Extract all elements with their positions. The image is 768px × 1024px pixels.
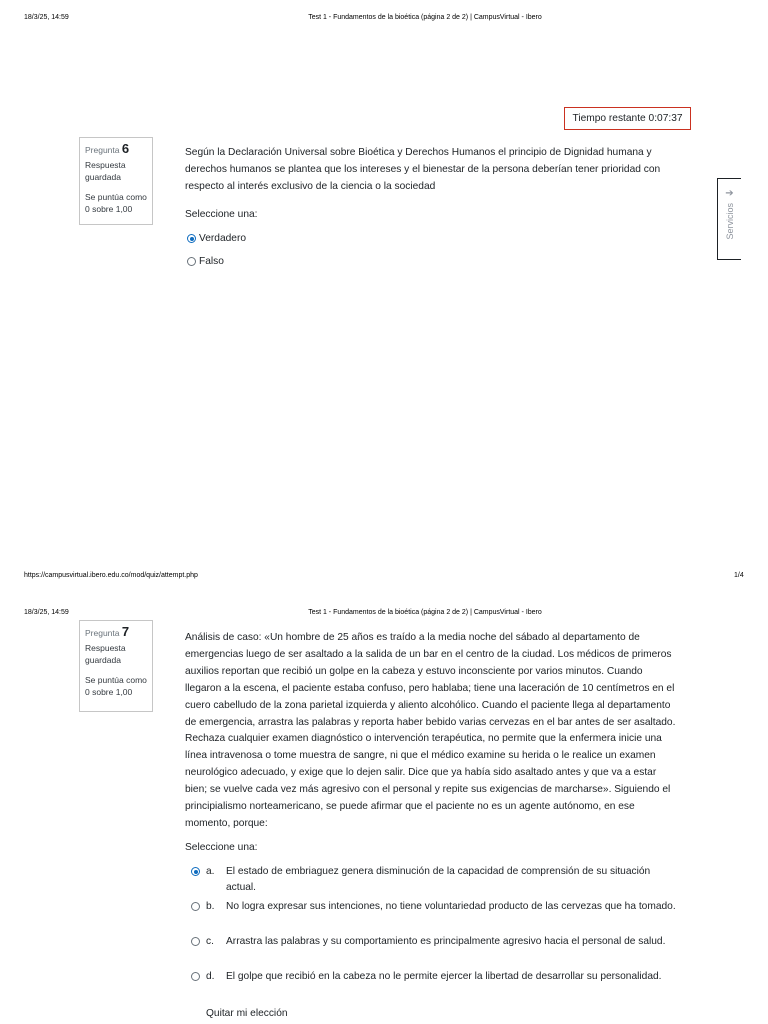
select-prompt-7: Seleccione una:: [185, 842, 258, 853]
answer-option-label: El estado de embriaguez genera disminución de la capacidad de comprensión de su situación actual.: [226, 866, 651, 893]
radio-button[interactable]: [191, 937, 200, 946]
services-drawer-toggle[interactable]: [717, 178, 741, 260]
option-letter: b.: [206, 901, 215, 912]
question-text-6: Según la Declaración Universal sobre Bioética y Derechos Humanos el principio de Dignidad humana y derechos humanos se plantea que los intereses y el bienestar de la persona deberían tener prioridad con respecto al interés exclusivo de la ciencia o la sociedad: [185, 147, 661, 192]
question-info-box-7: [79, 620, 153, 712]
answer-option-label: Falso: [199, 256, 224, 267]
clear-choice-link[interactable]: Quitar mi elección: [206, 1008, 288, 1019]
question-text-7: Análisis de caso: «Un hombre de 25 años es traído a la media noche del sábado al departamento de emergencias luego de ser asaltado a la salida de un bar en el centro de la ciudad. Los médicos de primeros auxilios reportan que recibió un golpe en la cabeza y estuvo inconsciente por varios minutos. Cuando llegaron a la escena, el paciente estaba confuso, pero hablaba; tiene una laceración de 10 centímetros en el cuero cabelludo de la zona parietal izquierda y aliento alcohólico. Cuando el paciente llega al departamento de emergencia, arrastra las palabras y reporta haber bebido varias cervezas en el bar antes de ser asaltado. Rechaza cualquier examen diagnóstico o intervención terapéutica, no permite que la enfermera inicie una línea intravenosa o tome muestra de sangre, ni que el médico examine su herida o le realice un examen neurológico adecuado, y exige que lo dejen salir. Dice que ya había sido asaltado antes y que va a estar bien; se vuelve cada vez más agresivo con el personal y repite sus exigencias de marcharse». Siguiendo el principialismo norteamericano, se puede afirmar que el paciente no es un agente autónomo, en ese momento, porque:: [185, 632, 676, 829]
option-letter: a.: [206, 866, 215, 877]
time-remaining-box: [564, 107, 691, 130]
option-letter: d.: [206, 971, 215, 982]
answer-option-d[interactable]: [191, 969, 681, 985]
print-footer-page: 1/4: [734, 572, 744, 579]
answer-option-label: Verdadero: [199, 233, 247, 244]
services-label: Servicios: [724, 203, 735, 240]
radio-button[interactable]: [187, 257, 196, 266]
print-header-date: 18/3/25, 14:59: [24, 14, 69, 21]
radio-button-checked[interactable]: [191, 867, 200, 876]
time-remaining-label: Tiempo restante 0:07:37: [572, 113, 683, 124]
question-grade: Se puntúa como 0 sobre 1,00: [85, 675, 147, 697]
question-label: Pregunta: [85, 628, 120, 638]
answer-option-c[interactable]: [191, 934, 681, 950]
radio-button[interactable]: [191, 902, 200, 911]
answer-option-label: No logra expresar sus intenciones, no tiene voluntariedad producto de las cervezas que ha tomado.: [226, 901, 676, 912]
select-prompt-6: Seleccione una:: [185, 209, 258, 220]
answer-option-label: Arrastra las palabras y su comportamiento es principalmente agresivo hacia el personal de salud.: [226, 936, 666, 947]
answer-option-false[interactable]: [187, 256, 224, 267]
print-header-title: Test 1 - Fundamentos de la bioética (página 2 de 2) | CampusVirtual - Ibero: [308, 609, 542, 616]
answer-option-true[interactable]: [187, 233, 246, 244]
question-number: 7: [121, 624, 130, 639]
radio-button[interactable]: [191, 972, 200, 981]
question-state: Respuesta guardada: [85, 643, 126, 665]
arrow-right-icon: ➔: [725, 188, 734, 199]
question-grade: Se puntúa como 0 sobre 1,00: [85, 192, 147, 214]
question-state: Respuesta guardada: [85, 160, 126, 182]
option-letter: c.: [206, 936, 214, 947]
answer-option-label: El golpe que recibió en la cabeza no le permite ejercer la libertad de desarrollar su personalidad.: [226, 971, 662, 982]
print-header-date: 18/3/25, 14:59: [24, 609, 69, 616]
answer-option-b[interactable]: [191, 899, 681, 915]
answer-option-a[interactable]: [191, 864, 681, 896]
radio-button-checked[interactable]: [187, 234, 196, 243]
print-footer-url: https://campusvirtual.ibero.edu.co/mod/quiz/attempt.php: [24, 572, 198, 579]
question-number: 6: [121, 141, 130, 156]
question-label: Pregunta: [85, 145, 120, 155]
question-info-box-6: [79, 137, 153, 225]
print-header-title: Test 1 - Fundamentos de la bioética (página 2 de 2) | CampusVirtual - Ibero: [308, 14, 542, 21]
